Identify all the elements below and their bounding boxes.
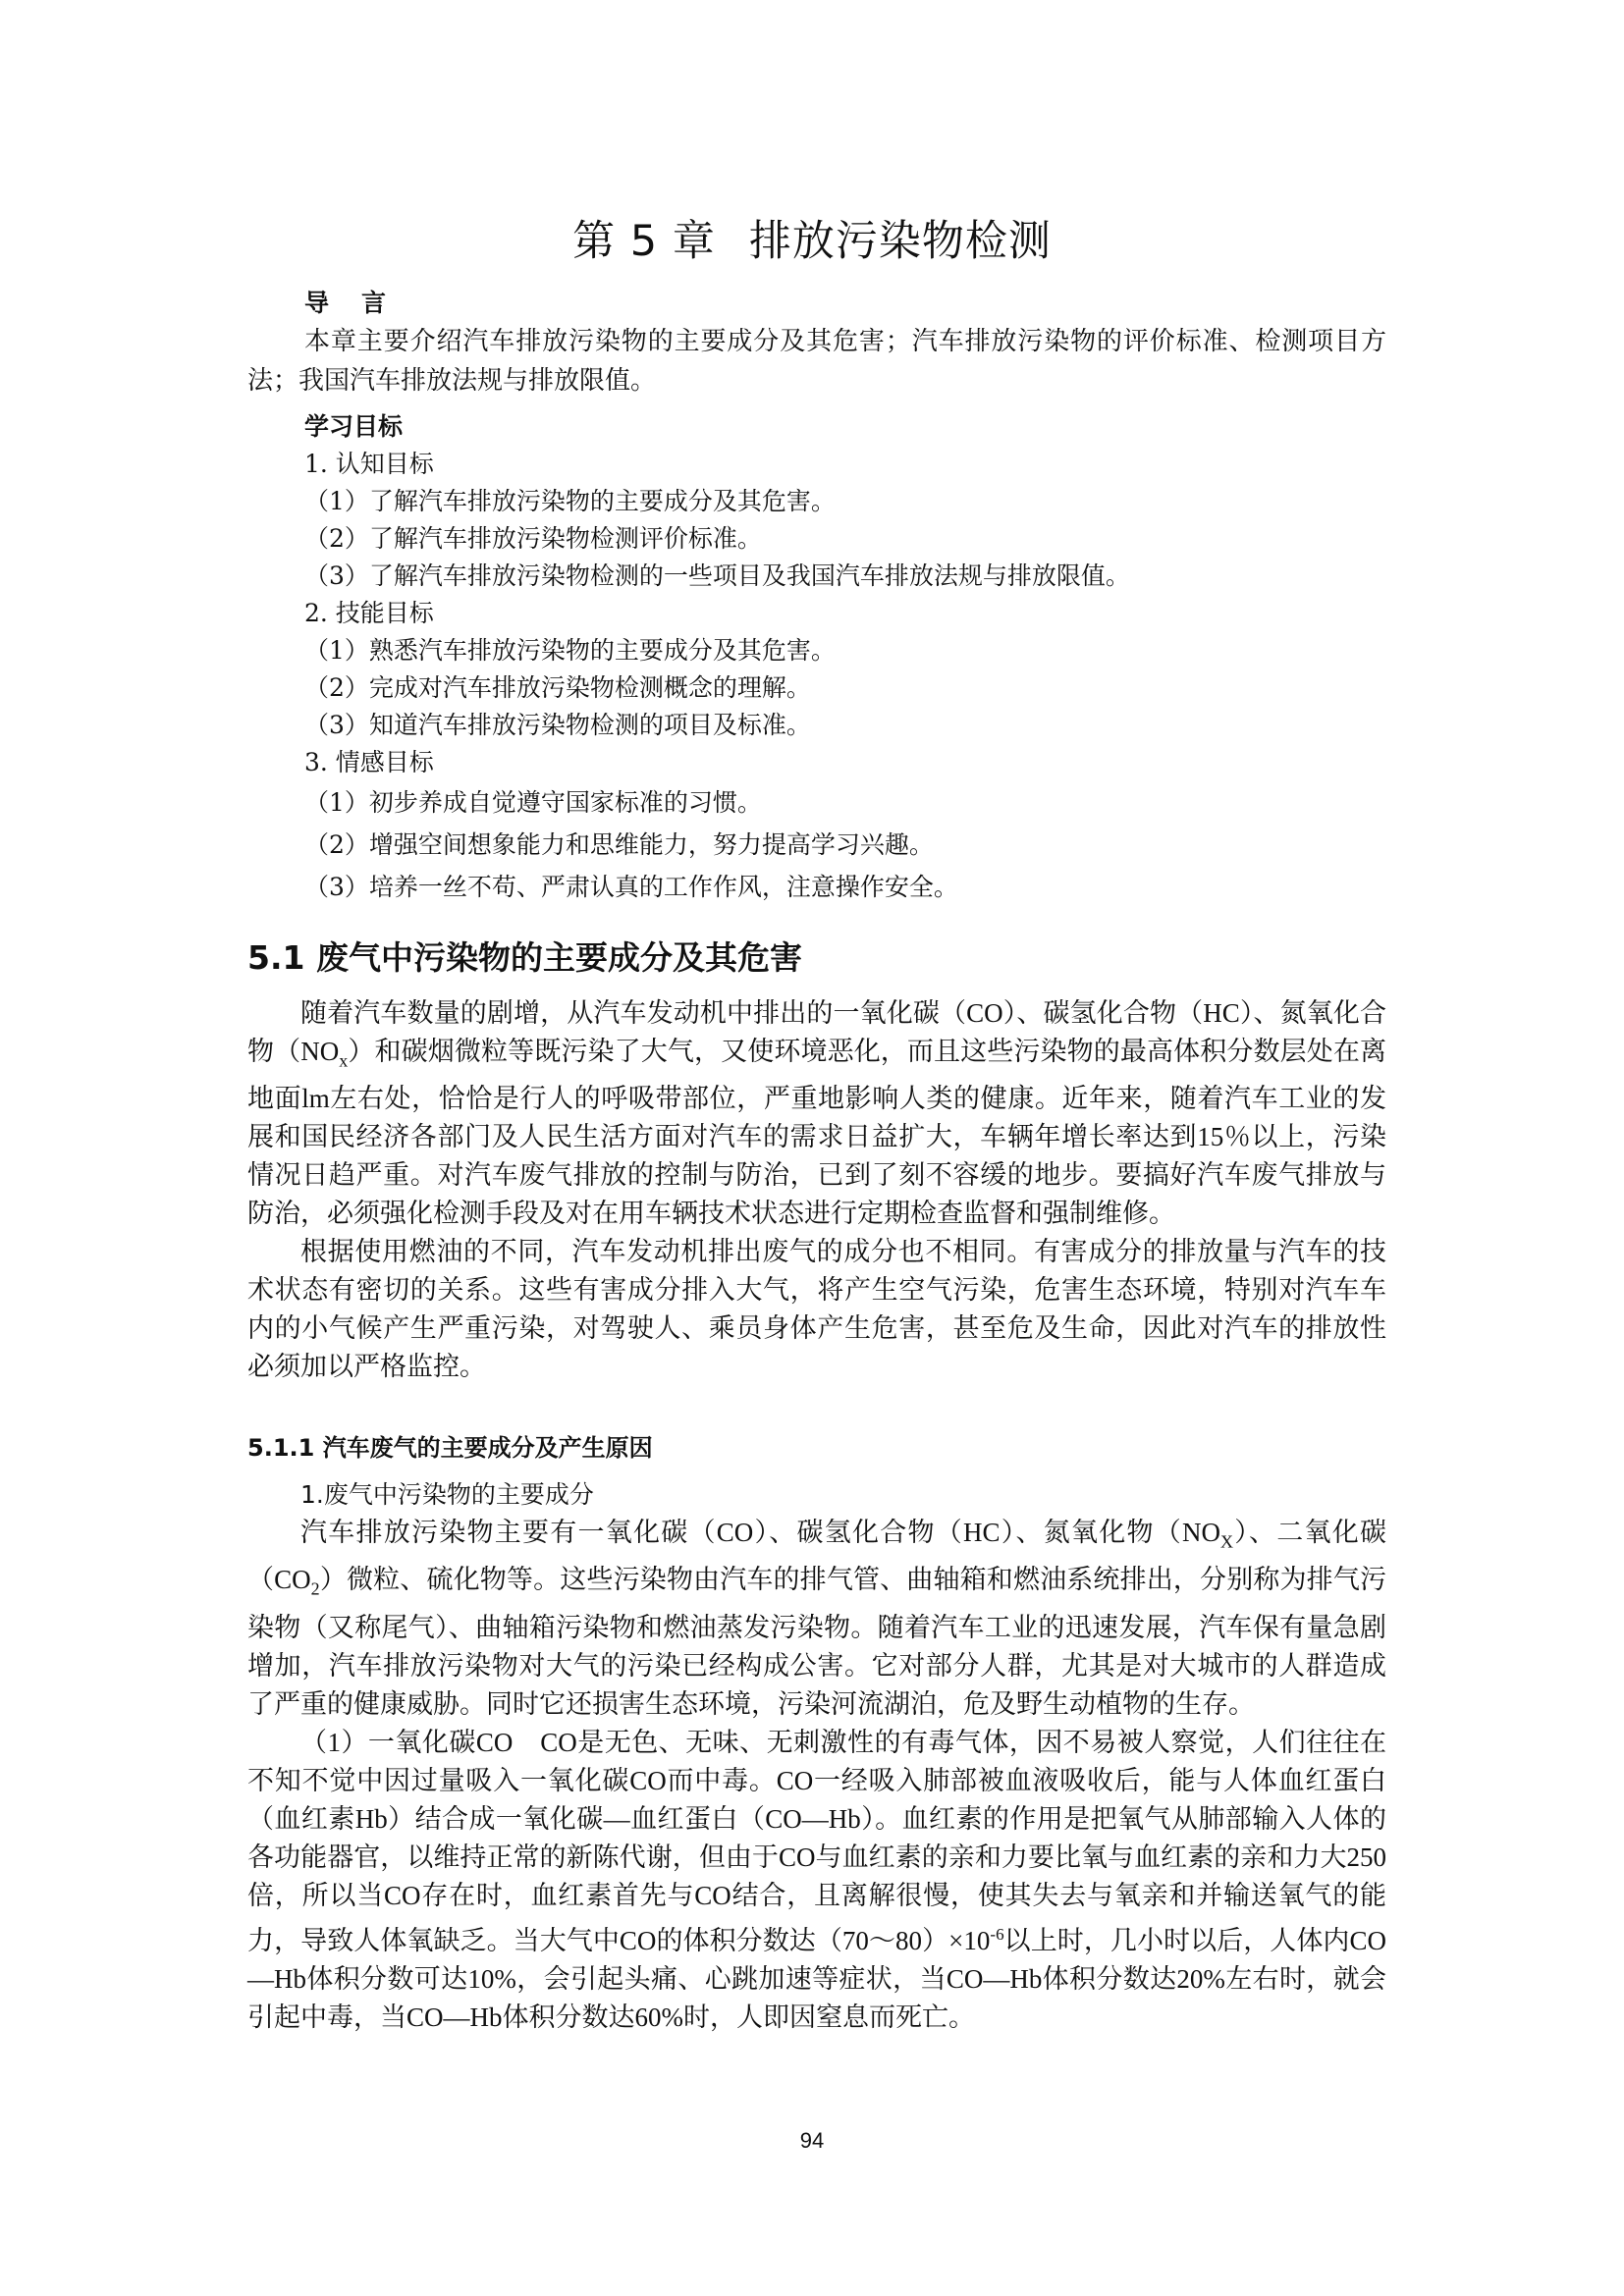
objective-item: （1）了解汽车排放污染物的主要成分及其危害。	[304, 487, 836, 515]
section-title: 5.1 废气中污染物的主要成分及其危害	[247, 938, 802, 977]
chapter-name: 排放污染物检测	[748, 217, 1052, 266]
intro-text: 本章主要介绍汽车排放污染物的主要成分及其危害；汽车排放污染物的评价标准、检测项目方法；我国汽车排放法规与排放限值。	[247, 327, 1386, 396]
intro-block	[247, 285, 1386, 400]
paragraph: （1）一氧化碳CO CO是无色、无味、无刺激性的有毒气体，因不易被人察觉，人们往往在不知不觉中因过量吸入一氧化碳CO而中毒。CO一经吸入肺部被血液吸收后，能与人体血红蛋白（血红素Hb）结合成一氧化碳—血红蛋白（CO—Hb）。血红素的作用是把氧气从肺部输入人体的各功能器官，以维持正常的新陈代谢，但由于CO与血红素的亲和力要比氧与血红素的亲和力大250倍，所以当CO存在时，血红素首先与CO结合，且离解很慢，使其失去与氧亲和并输送氧气的能力，导致人体氧缺乏。当大气中CO的体积分数达$(70\sim 80)\times 10^{-6}$以上时，几小时以后，人体内CO—Hb体积分数可达10%，会引起头痛、心跳加速等症状，当CO—Hb体积分数达20%左右时，就会引起中毒，当CO—Hb体积分数达60%时，人即因窒息而死亡。	[247, 1727, 1387, 2032]
objective-item: （2）了解汽车排放污染物检测评价标准。	[304, 524, 762, 553]
objective-group-title: 3. 情感目标	[304, 748, 434, 776]
objective-item: （3）知道汽车排放污染物检测的项目及标准。	[304, 711, 811, 739]
objective-group-title: 1. 认知目标	[304, 450, 434, 478]
section-5-1-1-body	[247, 1475, 1386, 2037]
objectives-block	[247, 408, 1386, 908]
objective-item: （3）了解汽车排放污染物检测的一些项目及我国汽车排放法规与排放限值。	[304, 561, 1130, 590]
objective-item: （1）熟悉汽车排放污染物的主要成分及其危害。	[304, 636, 836, 665]
objective-item: （2）完成对汽车排放污染物检测概念的理解。	[304, 673, 811, 702]
objective-item: （2）增强空间想象能力和思维能力，努力提高学习兴趣。	[304, 830, 934, 859]
paragraph: 汽车排放污染物主要有一氧化碳（CO）、碳氢化合物（HC）、氮氧化物$(NO_X)$、二氧化碳$(CO_2)$微粒、硫化物等。这些污染物由汽车的排气管、曲轴箱和燃油系统排出，分别称为排气污染物（又称尾气）、曲轴箱污染物和燃油蒸发污染物。随着汽车工业的迅速发展，汽车保有量急剧增加，汽车排放污染物对大气的污染已经构成公害。它对部分人群，尤其是对大城市的人群造成了严重的健康威胁。同时它还损害生态环境，污染河流湖泊，危及野生动植物的生存。	[247, 1518, 1386, 1719]
paragraph: 根据使用燃油的不同，汽车发动机排出废气的成分也不相同。有害成分的排放量与汽车的技术状态有密切的关系。这些有害成分排入大气，将产生空气污染，危害生态环境，特别对汽车车内的小气候产生严重污染，对驾驶人、乘员身体产生危害，甚至危及生命，因此对汽车的排放性必须加以严格监控。	[247, 1237, 1386, 1382]
chapter-number: 第 5 章	[572, 217, 716, 266]
intro-heading: 导 言	[304, 289, 391, 317]
chapter-title	[0, 208, 1624, 268]
subsection-title: 5.1.1 汽车废气的主要成分及产生原因	[247, 1434, 653, 1462]
item-title: 1.废气中污染物的主要成分	[300, 1480, 594, 1509]
page-number: 94	[799, 2128, 825, 2153]
objective-group-title: 2. 技能目标	[304, 599, 434, 627]
objectives-heading: 学习目标	[304, 412, 404, 441]
section-5-1-body	[247, 994, 1386, 1386]
objective-item: （1）初步养成自觉遵守国家标准的习惯。	[304, 788, 762, 817]
objective-item: （3）培养一丝不苟、严肃认真的工作作风，注意操作安全。	[304, 873, 958, 901]
paragraph: 随着汽车数量的剧增，从汽车发动机中排出的一氧化碳（CO）、碳氢化合物（HC）、氮氧化合物$(NO_x)$和碳烟微粒等既污染了大气，又使环境恶化，而且这些污染物的最高体积分数层处在离地面lm左右处，恰恰是行人的呼吸带部位，严重地影响人类的健康。近年来，随着汽车工业的发展和国民经济各部门及人民生活方面对汽车的需求日益扩大，车辆年增长率达到15％以上，污染情况日趋严重。对汽车废气排放的控制与防治，已到了刻不容缓的地步。要搞好汽车废气排放与防治，必须强化检测手段及对在用车辆技术状态进行定期检查监督和强制维修。	[247, 998, 1387, 1229]
